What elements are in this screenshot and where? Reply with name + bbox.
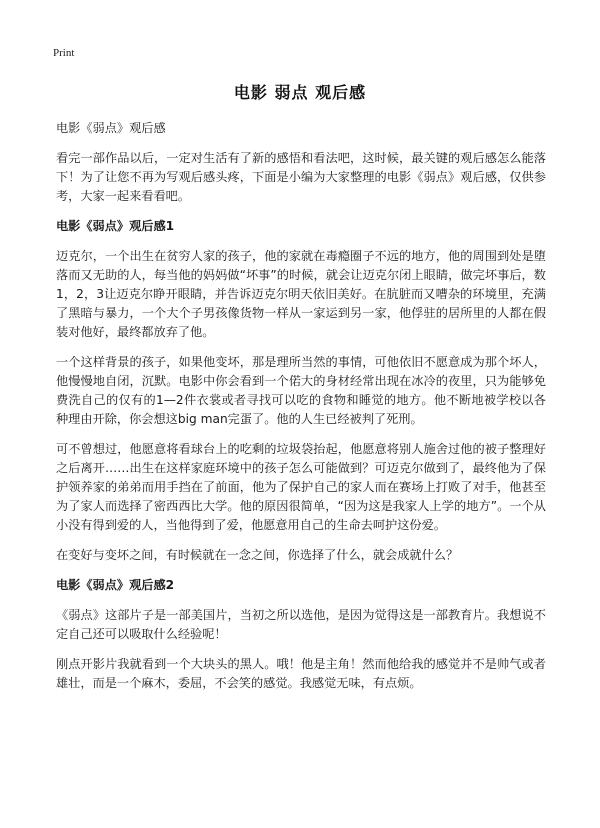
section-1-paragraph-3: 可不曾想过，他愿意将看球台上的吃剩的垃圾袋抬起，他愿意将别人施舍过他的被子整理好之后离开……出生在这样家庭环境中的孩子怎么可能做到？可迈克尔做到了，最终他为了保护领养家的弟弟而用手挡在了前面，他为了保护自己的家人而在赛场上打败了对手，他甚至为了家人而选择了密西西比大学。他的原因很简单，“因为这是我家人上学的地方”。一个从小没有得到爱的人，当他得到了爱，他愿意用自己的生命去呵护这份爱。 bbox=[56, 442, 546, 532]
section-1-paragraph-1: 迈克尔，一个出生在贫穷人家的孩子，他的家就在毒瘾圈子不远的地方，他的周围到处是堕落而又无助的人，每当他的妈妈做“坏事”的时候，就会让迈克尔闭上眼睛，做完坏事后，数1，2，3让迈克尔睁开眼睛，并告诉迈克尔明天依旧美好。在肮脏而又嘈杂的环境里，充满了黑暗与暴力，一个大个子男孩像货物一样从一家运到另一家，他俘驻的居所里的人都在假装对他好，最终都放弃了他。 bbox=[56, 249, 546, 339]
article-subtitle: 电影《弱点》观后感 bbox=[56, 121, 166, 135]
print-link[interactable]: Print bbox=[53, 47, 75, 59]
section-heading-1: 电影《弱点》观后感1 bbox=[56, 219, 175, 233]
article-body bbox=[56, 119, 546, 704]
section-heading-2: 电影《弱点》观后感2 bbox=[56, 578, 175, 592]
page-title: 电影 弱点 观后感 bbox=[233, 83, 367, 102]
intro-paragraph: 看完一部作品以后，一定对生活有了新的感悟和看法吧，这时候，最关键的观后感怎么能落下！为了让您不再为写观后感头疼，下面是小编为大家整理的电影《弱点》观后感，仅供参考，大家一起来看看吧。 bbox=[56, 151, 546, 203]
section-1-paragraph-2: 一个这样背景的孩子，如果他变坏，那是理所当然的事情，可他依旧不愿意成为那个坏人，他慢慢地自闭，沉默。电影中你会看到一个偌大的身材经常出现在冰冷的夜里，只为能够免费洗自己的仅有的1—2件衣裳或者寻找可以吃的食物和睡觉的地方。他不断地被学校以各种理由开除，你会想这big man完蛋了。他的人生已经被判了死刑。 bbox=[56, 355, 546, 426]
section-2-paragraph-2: 刚点开影片我就看到一个大块头的黑人。哦！他是主角！然而他给我的感觉并不是帅气或者雄壮，而是一个麻木，委屈，不会笑的感觉。我感觉无味，有点烦。 bbox=[56, 657, 546, 690]
section-1-paragraph-4: 在变好与变坏之间，有时候就在一念之间，你选择了什么，就会成就什么？ bbox=[56, 548, 459, 562]
section-2-paragraph-1: 《弱点》这部片子是一部美国片，当初之所以选他，是因为觉得这是一部教育片。我想说不定自己还可以吸取什么经验呢！ bbox=[56, 608, 546, 641]
